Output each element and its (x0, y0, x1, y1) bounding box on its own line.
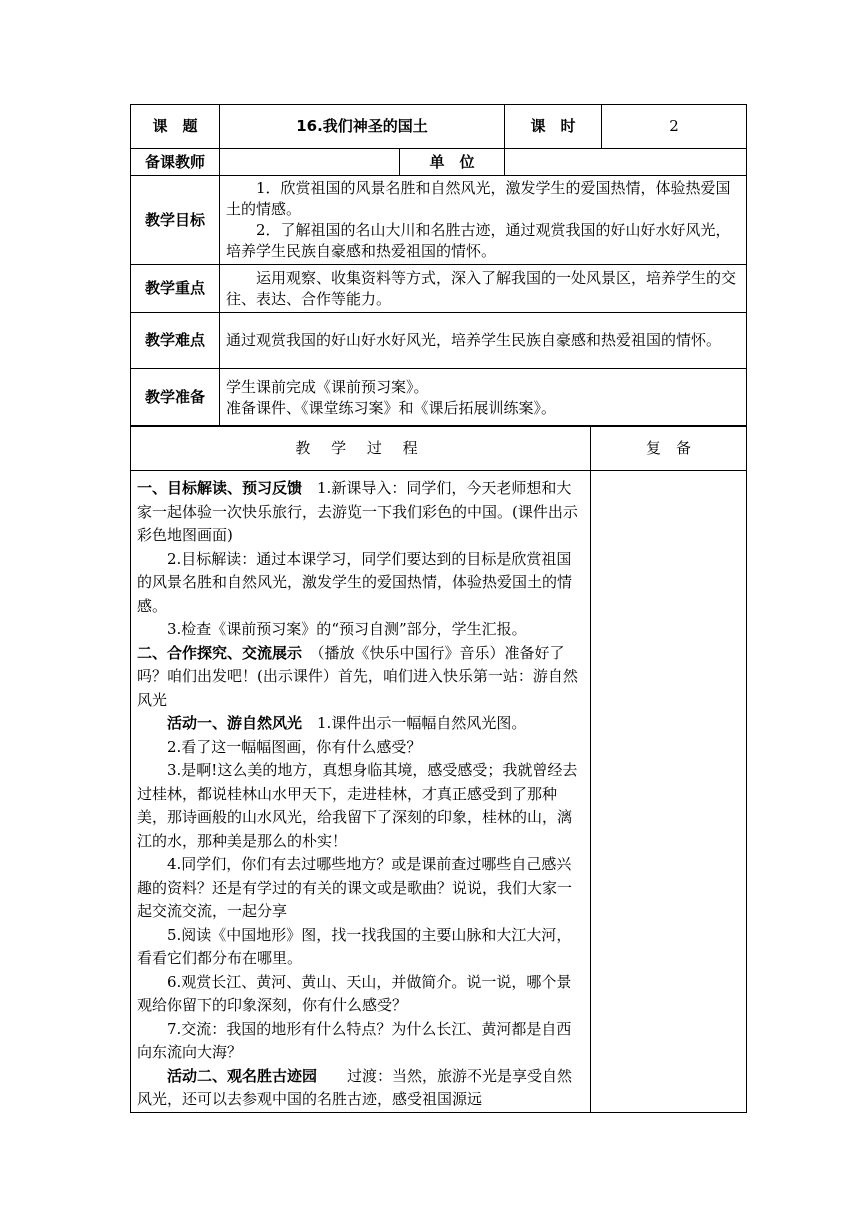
activity1-paragraph (137, 712, 584, 736)
preparation-line: 准备课件、《课堂练习案》和《课后拓展训练案》。 (226, 398, 557, 417)
section2-title: 二、合作探究、交流展示 (137, 643, 303, 662)
preparation-label: 教学准备 (131, 369, 220, 427)
activity1-intro: 1.课件出示一幅幅自然风光图。 (302, 714, 527, 732)
section2-intro: （播放《快乐中国行》音乐）准备好了吗？咱们出发吧！(出示课件）首先，咱们进入快乐第一站：游自然风光 (137, 643, 578, 709)
activity1-item: 4.同学们，你们有去过哪些地方？或是课前查过哪些自己感兴趣的资料？还是有学过的有关的课文或是歌曲？说说，我们大家一起交流交流，一起分享 (137, 855, 573, 920)
key-points-label: 教学重点 (131, 265, 220, 313)
teacher-value (220, 149, 400, 176)
process-content (131, 471, 591, 1113)
teaching-process-table (130, 425, 747, 1113)
section1-item: 2.目标解读：通过本课学习，同学们要达到的目标是欣赏祖国的风景名胜和自然风光，激发学生的爱国热情，体验热爱国土的情感。 (137, 549, 573, 615)
preparation-content (220, 369, 747, 427)
goal-item: 2．了解祖国的名山大川和名胜古迹，通过观赏我国的好山好水好风光，培养学生民族自豪感和热爱祖国的情怀。 (226, 221, 731, 260)
section2-paragraph (137, 642, 584, 713)
unit-label: 单 位 (400, 149, 505, 176)
activity1-title: 活动一、游自然风光 (167, 714, 303, 732)
activity2-title: 活动二、观名胜古迹园 (167, 1066, 318, 1085)
process-header: 教 学 过 程 (131, 426, 591, 471)
activity1-item: 5.阅读《中国地形》图，找一找我国的主要山脉和大江大河，看看它们都分布在哪里。 (137, 925, 572, 967)
lesson-title-label: 课 题 (131, 105, 220, 149)
activity2-intro: 过渡：当然，旅游不光是享受自然风光，还可以去参观中国的名胜古迹，感受祖国源远 (137, 1066, 573, 1108)
review-column (591, 471, 747, 1113)
difficult-points-content (220, 313, 747, 369)
activity1-item: 6.观赏长江、黄河、黄山、天山，并做简介。说一说，哪个景观给你留下的印象深刻，你有什么感受？ (137, 972, 572, 1014)
goals-label: 教学目标 (131, 176, 220, 265)
difficult-points-text: 通过观赏我国的好山好水好风光，培养学生民族自豪感和热爱祖国的情怀。 (226, 331, 722, 349)
class-hours-label: 课 时 (505, 105, 602, 149)
goals-content (220, 176, 747, 265)
activity2-paragraph (137, 1065, 584, 1112)
preparation-line: 学生课前完成《课前预习案》。 (226, 377, 429, 396)
class-hours-value: 2 (602, 105, 747, 149)
lesson-info-table (130, 104, 747, 427)
activity1-item: 3.是啊!这么美的地方，真想身临其境，感受感受；我就曾经去过桂林，都说桂林山水甲天下，走进桂林，才真正感受到了那种美，那诗画般的山水风光，给我留下了深刻的印象，桂林的山，漓江的水，那种美是那么的朴实！ (137, 761, 578, 850)
key-points-content (220, 265, 747, 313)
difficult-points-label: 教学难点 (131, 313, 220, 369)
activity1-item: 2.看了这一幅幅图画，你有什么感受？ (167, 737, 422, 756)
key-points-text: 运用观察、收集资料等方式，深入了解我国的一处风景区，培养学生的交往、表达、合作等能力。 (226, 268, 737, 308)
section1-item: 3.检查《课前预习案》的“预习自测”部分，学生汇报。 (167, 620, 527, 638)
goal-item: 1．欣赏祖国的风景名胜和自然风光，激发学生的爱国热情，体验热爱国土的情感。 (226, 179, 731, 218)
section1-paragraph (137, 477, 584, 548)
activity1-item: 7.交流：我国的地形有什么特点？为什么长江、黄河都是自西向东流向大海？ (137, 1019, 572, 1061)
lesson-title-value: 16.我们神圣的国土 (220, 105, 505, 149)
teacher-label: 备课教师 (131, 149, 220, 176)
unit-value (505, 149, 747, 176)
section1-intro: 1.新课导入：同学们，今天老师想和大家一起体验一次快乐旅行，去游览一下我们彩色的中国。(课件出示彩色地图画面) (137, 479, 578, 544)
review-header: 复 备 (591, 426, 747, 471)
section1-title: 一、目标解读、预习反馈 (137, 479, 303, 497)
